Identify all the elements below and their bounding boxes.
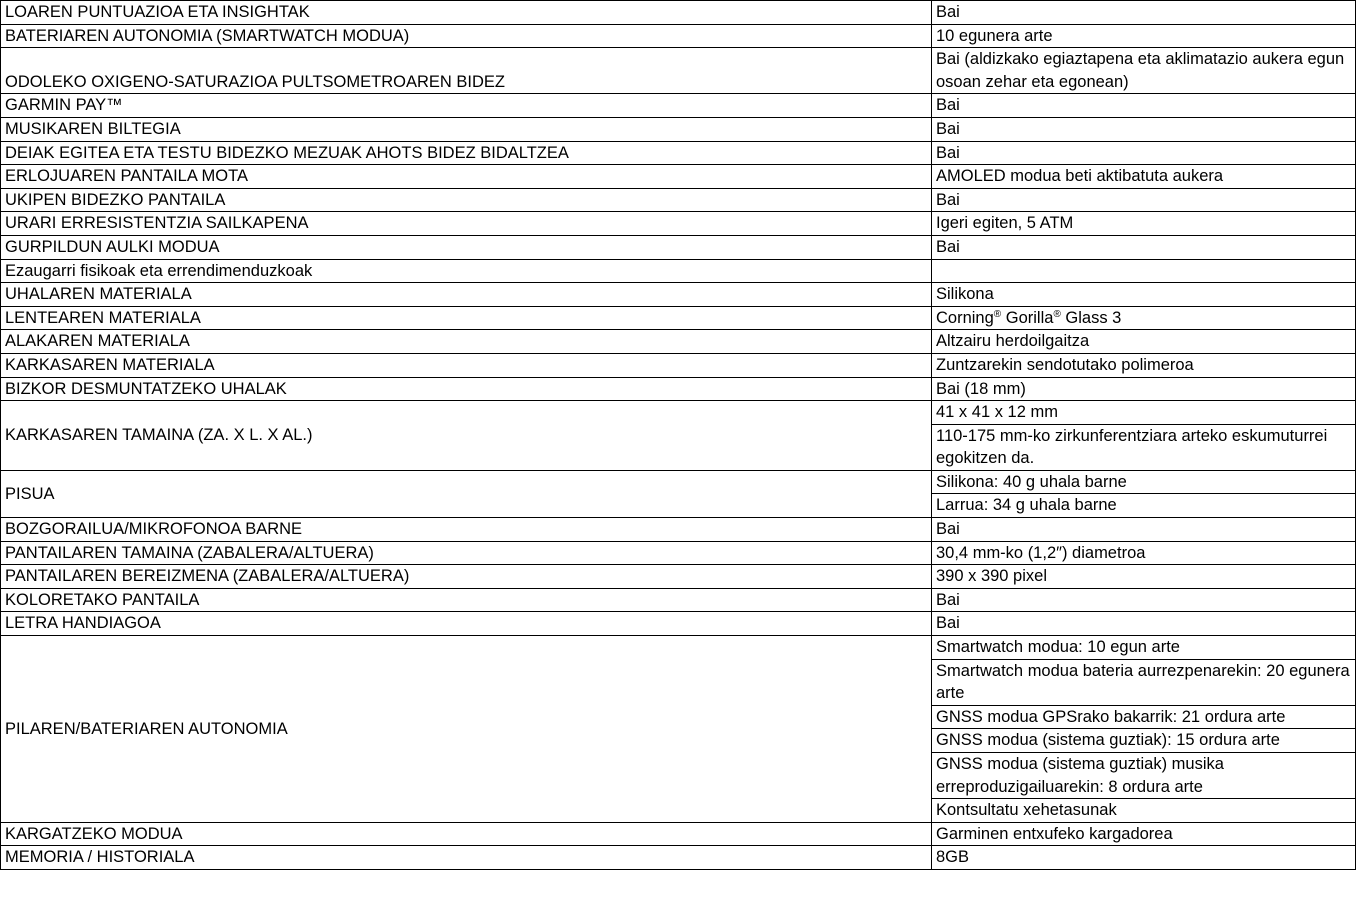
spec-label: KARKASAREN MATERIALA	[1, 353, 932, 377]
spec-value: Zuntzarekin sendotutako polimeroa	[932, 353, 1356, 377]
spec-row	[1, 165, 1356, 189]
spec-row	[1, 94, 1356, 118]
spec-row	[1, 612, 1356, 636]
spec-row	[1, 541, 1356, 565]
spec-value: Silikona: 40 g uhala barne	[932, 470, 1356, 494]
spec-value: 41 x 41 x 12 mm	[932, 401, 1356, 425]
spec-row	[1, 330, 1356, 354]
spec-label: LETRA HANDIAGOA	[1, 612, 932, 636]
spec-row	[1, 636, 1356, 660]
registered-mark: ®	[993, 308, 1002, 320]
spec-row	[1, 822, 1356, 846]
spec-row	[1, 401, 1356, 425]
spec-label: BATERIAREN AUTONOMIA (SMARTWATCH MODUA)	[1, 24, 932, 48]
spec-value: 8GB	[932, 846, 1356, 870]
spec-row	[1, 353, 1356, 377]
spec-row	[1, 306, 1356, 330]
spec-label: PILAREN/BATERIAREN AUTONOMIA	[1, 636, 932, 823]
spec-value: Altzairu herdoilgaitza	[932, 330, 1356, 354]
spec-row	[1, 212, 1356, 236]
spec-row	[1, 518, 1356, 542]
spec-value: Bai (aldizkako egiaztapena eta aklimatazio aukera egun osoan zehar eta egonean)	[932, 48, 1356, 94]
spec-value: Bai	[932, 235, 1356, 259]
spec-value: Smartwatch modua bateria aurrezpenarekin: 20 egunera arte	[932, 659, 1356, 705]
spec-label: BOZGORAILUA/MIKROFONOA BARNE	[1, 518, 932, 542]
spec-label: LOAREN PUNTUAZIOA ETA INSIGHTAK	[1, 1, 932, 25]
spec-value: Igeri egiten, 5 ATM	[932, 212, 1356, 236]
spec-row	[1, 48, 1356, 94]
spec-value: 390 x 390 pixel	[932, 565, 1356, 589]
spec-value: Larrua: 34 g uhala barne	[932, 494, 1356, 518]
spec-value: 110-175 mm-ko zirkunferentziara arteko eskumuturrei egokitzen da.	[932, 424, 1356, 470]
spec-value: Bai	[932, 117, 1356, 141]
spec-row	[1, 565, 1356, 589]
spec-value: Bai	[932, 518, 1356, 542]
spec-label: MEMORIA / HISTORIALA	[1, 846, 932, 870]
spec-label: DEIAK EGITEA ETA TESTU BIDEZKO MEZUAK AHOTS BIDEZ BIDALTZEA	[1, 141, 932, 165]
spec-label: KARKASAREN TAMAINA (ZA. X L. X AL.)	[1, 401, 932, 471]
spec-label: KARGATZEKO MODUA	[1, 822, 932, 846]
spec-value: GNSS modua GPSrako bakarrik: 21 ordura arte	[932, 705, 1356, 729]
spec-row	[1, 588, 1356, 612]
spec-row	[1, 24, 1356, 48]
spec-value: Silikona	[932, 283, 1356, 307]
spec-label: GARMIN PAY™	[1, 94, 932, 118]
spec-label: PANTAILAREN TAMAINA (ZABALERA/ALTUERA)	[1, 541, 932, 565]
spec-label: UKIPEN BIDEZKO PANTAILA	[1, 188, 932, 212]
spec-label: URARI ERRESISTENTZIA SAILKAPENA	[1, 212, 932, 236]
spec-value: 30,4 mm-ko (1,2″) diametroa	[932, 541, 1356, 565]
registered-mark: ®	[1053, 308, 1061, 320]
spec-row	[1, 188, 1356, 212]
spec-label: Ezaugarri fisikoak eta errendimenduzkoak	[1, 259, 932, 283]
spec-row	[1, 283, 1356, 307]
spec-row	[1, 470, 1356, 494]
spec-value: 10 egunera arte	[932, 24, 1356, 48]
spec-label: GURPILDUN AULKI MODUA	[1, 235, 932, 259]
spec-value	[932, 259, 1356, 283]
spec-row	[1, 235, 1356, 259]
spec-table-body	[1, 1, 1356, 870]
spec-value: GNSS modua (sistema guztiak): 15 ordura arte	[932, 729, 1356, 753]
spec-row	[1, 117, 1356, 141]
spec-label: ODOLEKO OXIGENO-SATURAZIOA PULTSOMETROAREN BIDEZ	[1, 48, 932, 94]
spec-value: Bai	[932, 94, 1356, 118]
spec-label: KOLORETAKO PANTAILA	[1, 588, 932, 612]
spec-label: ALAKAREN MATERIALA	[1, 330, 932, 354]
spec-row	[1, 259, 1356, 283]
spec-label: PISUA	[1, 470, 932, 517]
spec-value: Corning® Gorilla® Glass 3	[932, 306, 1356, 330]
spec-value: Bai	[932, 612, 1356, 636]
spec-row	[1, 141, 1356, 165]
spec-label: UHALAREN MATERIALA	[1, 283, 932, 307]
spec-value: Bai	[932, 141, 1356, 165]
spec-label: BIZKOR DESMUNTATZEKO UHALAK	[1, 377, 932, 401]
spec-row	[1, 846, 1356, 870]
spec-label: ERLOJUAREN PANTAILA MOTA	[1, 165, 932, 189]
spec-value: Kontsultatu xehetasunak	[932, 799, 1356, 823]
spec-value: AMOLED modua beti aktibatuta aukera	[932, 165, 1356, 189]
spec-value: Smartwatch modua: 10 egun arte	[932, 636, 1356, 660]
spec-value: GNSS modua (sistema guztiak) musika erreproduzigailuarekin: 8 ordura arte	[932, 753, 1356, 799]
spec-label: LENTEAREN MATERIALA	[1, 306, 932, 330]
spec-label: PANTAILAREN BEREIZMENA (ZABALERA/ALTUERA)	[1, 565, 932, 589]
spec-label: MUSIKAREN BILTEGIA	[1, 117, 932, 141]
spec-value: Bai	[932, 588, 1356, 612]
spec-value: Bai (18 mm)	[932, 377, 1356, 401]
spec-value: Bai	[932, 188, 1356, 212]
spec-value: Garminen entxufeko kargadorea	[932, 822, 1356, 846]
spec-row	[1, 1, 1356, 25]
spec-row	[1, 377, 1356, 401]
spec-value: Bai	[932, 1, 1356, 25]
